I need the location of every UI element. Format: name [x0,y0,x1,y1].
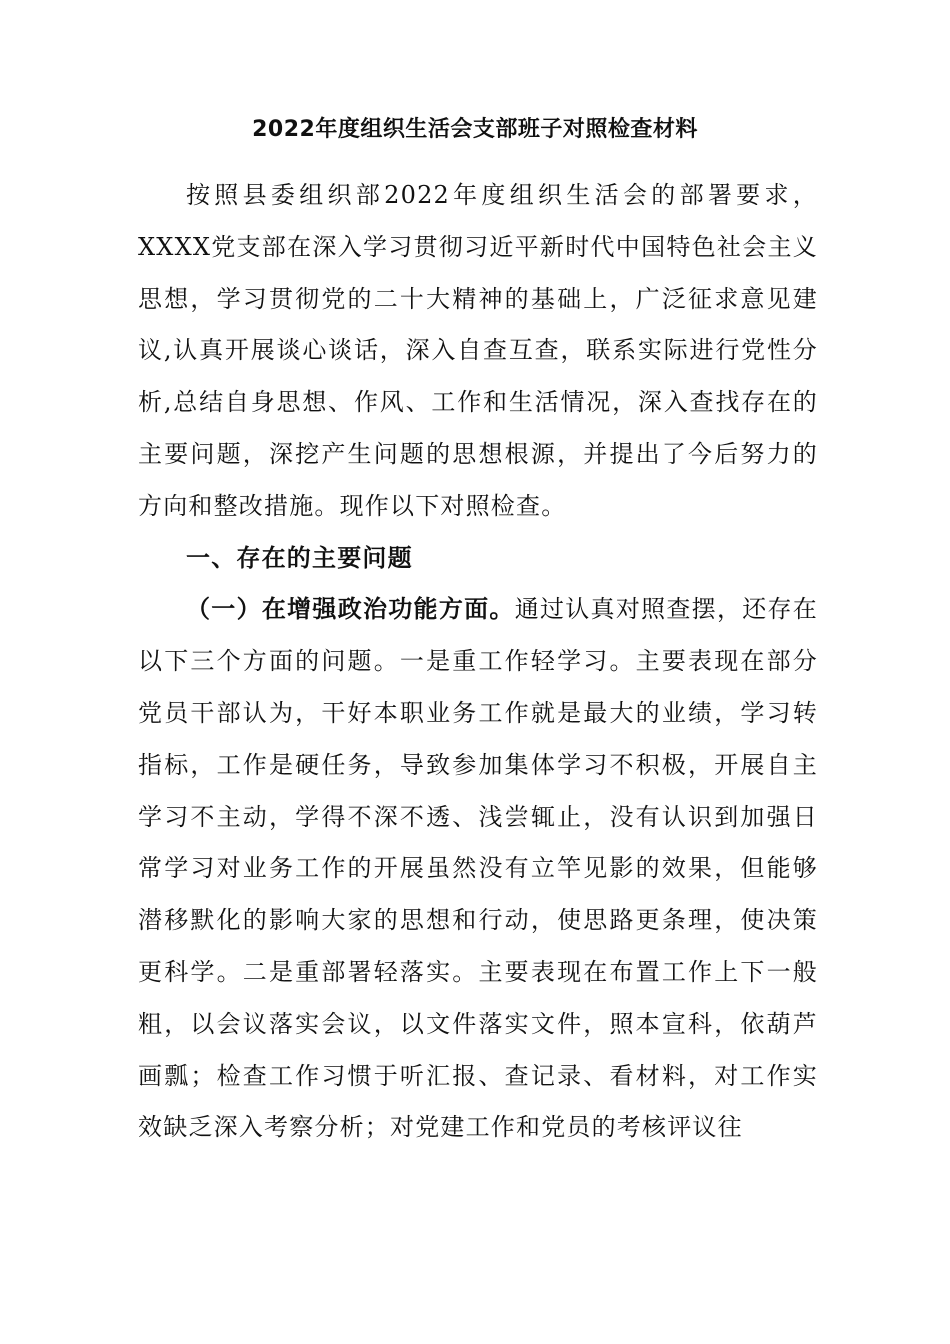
document-body [138,170,818,1154]
subsection-lead: （一）在增强政治功能方面。 [186,595,515,624]
section-heading: 一、存在的主要问题 [186,543,413,572]
document-title: 2022年度组织生活会支部班子对照检查材料 [252,117,698,142]
intro-paragraph: 按照县委组织部2022年度组织生活会的部署要求，XXXX党支部在深入学习贯彻习近平新时代中国特色社会主义思想，学习贯彻党的二十大精神的基础上，广泛征求意见建议,认真开展谈心谈话，深入自查互查，联系实际进行党性分析,总结自身思想、作风、工作和生活情况，深入查找存在的主要问题，深挖产生问题的思想根源，并提出了今后努力的方向和整改措施。现作以下对照检查。 [138,181,818,520]
subsection-paragraph [138,584,818,1154]
subsection-text: 通过认真对照查摆，还存在以下三个方面的问题。一是重工作轻学习。主要表现在部分党员干部认为，干好本职业务工作就是最大的业绩，学习转指标，工作是硬任务，导致参加集体学习不积极，开展自主学习不主动，学得不深不透、浅尝辄止，没有认识到加强日常学习对业务工作的开展虽然没有立竿见影的效果，但能够潜移默化的影响大家的思想和行动，使思路更条理，使决策更科学。二是重部署轻落实。主要表现在布置工作上下一般粗，以会议落实会议，以文件落实文件，照本宣科，依葫芦画瓢；检查工作习惯于听汇报、查记录、看材料，对工作实效缺乏深入考察分析；对党建工作和党员的考核评议往 [138,595,818,1142]
